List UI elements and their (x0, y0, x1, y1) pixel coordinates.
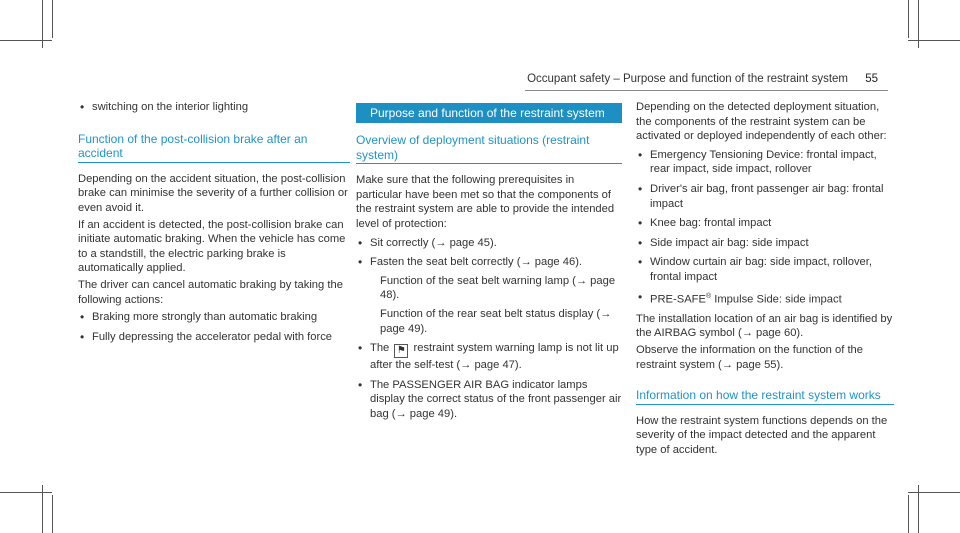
crop-mark (908, 495, 909, 533)
header-title: Occupant safety – Purpose and function of the restraint system (527, 73, 848, 85)
list-item: • Window curtain air bag: side impact, rollover, frontal impact (636, 255, 894, 284)
seated-person-warning-icon: ⚑ (394, 344, 408, 358)
crop-mark (908, 0, 909, 38)
page-number: 55 (865, 73, 878, 85)
list-item-text: Fasten the seat belt correctly (→ page 46). (370, 256, 583, 269)
paragraph: Observe the information on the function of the restraint system (→ page 55). (636, 344, 863, 371)
paragraph: Make sure that the following prerequisites in particular have been met so that the components of the restraint system are able to provide the intended level of protection: (356, 174, 615, 230)
section-heading: Information on how the restraint system works (636, 388, 894, 405)
list-item: • Fully depressing the accelerator pedal with force (78, 330, 350, 345)
paragraph: Depending on the detected deployment situation, the components of the restraint system can be activated or deployed independently of each other: (636, 101, 887, 143)
paragraph: The driver can cancel automatic braking by taking the following actions: (78, 278, 343, 306)
crop-mark (52, 0, 53, 38)
list-item: • Braking more strongly than automatic braking (78, 310, 350, 325)
crop-mark (908, 40, 960, 41)
list-item: • Emergency Tensioning Device: frontal impact, rear impact, side impact, rollover (636, 148, 894, 177)
section-banner: Purpose and function of the restraint system (356, 103, 622, 123)
paragraph: If an accident is detected, the post-collision brake can initiate automatic braking. When the vehicle has come to a standstill, the electric parking brake is automatically applied. (78, 218, 346, 275)
list-item: • Knee bag: frontal impact (636, 216, 894, 231)
sub-list-item: - Function of the seat belt warning lamp (→ page 48). (370, 274, 622, 303)
sub-list-item: - Function of the rear seat belt status display (→ page 49). (370, 307, 622, 336)
list-item (636, 290, 894, 307)
column-left (78, 100, 350, 349)
list-item-text: Impulse Side: side impact (711, 293, 842, 306)
list-item-text: restraint system warning lamp is not lit up after the self-test (→ page 47). (370, 342, 619, 372)
column-right (636, 100, 894, 460)
running-header (527, 73, 878, 85)
paragraph: The installation location of an air bag is identified by the AIRBAG symbol (→ page 60). (636, 312, 893, 340)
section-heading: Overview of deployment situations (restraint system) (356, 133, 622, 164)
list-item: • Driver's air bag, front passenger air bag: frontal impact (636, 182, 894, 211)
registered-mark: ® (705, 292, 712, 300)
paragraph: Depending on the accident situation, the post-collision brake can minimise the severity of a further collision or even avoid it. (78, 172, 348, 214)
list-item: • The PASSENGER AIR BAG indicator lamps display the correct status of the front passenger air bag (→ page 49). (356, 378, 622, 422)
list-item-text: PRE-SAFE (650, 293, 706, 306)
list-item (356, 341, 622, 373)
list-item: • Sit correctly (→ page 45). (356, 236, 622, 251)
section-heading: Function of the post-collision brake after an accident (78, 132, 350, 163)
crop-mark (0, 492, 52, 493)
crop-mark (908, 492, 960, 493)
list-item (356, 255, 622, 336)
list-item: • switching on the interior lighting (78, 100, 350, 115)
list-item: • Side impact air bag: side impact (636, 236, 894, 251)
paragraph: How the restraint system functions depends on the severity of the impact detected and the apparent type of accident. (636, 414, 888, 457)
crop-mark (52, 495, 53, 533)
list-item-text: The (370, 342, 390, 355)
column-middle (356, 100, 622, 427)
crop-mark (0, 40, 52, 41)
header-rule (525, 90, 888, 91)
